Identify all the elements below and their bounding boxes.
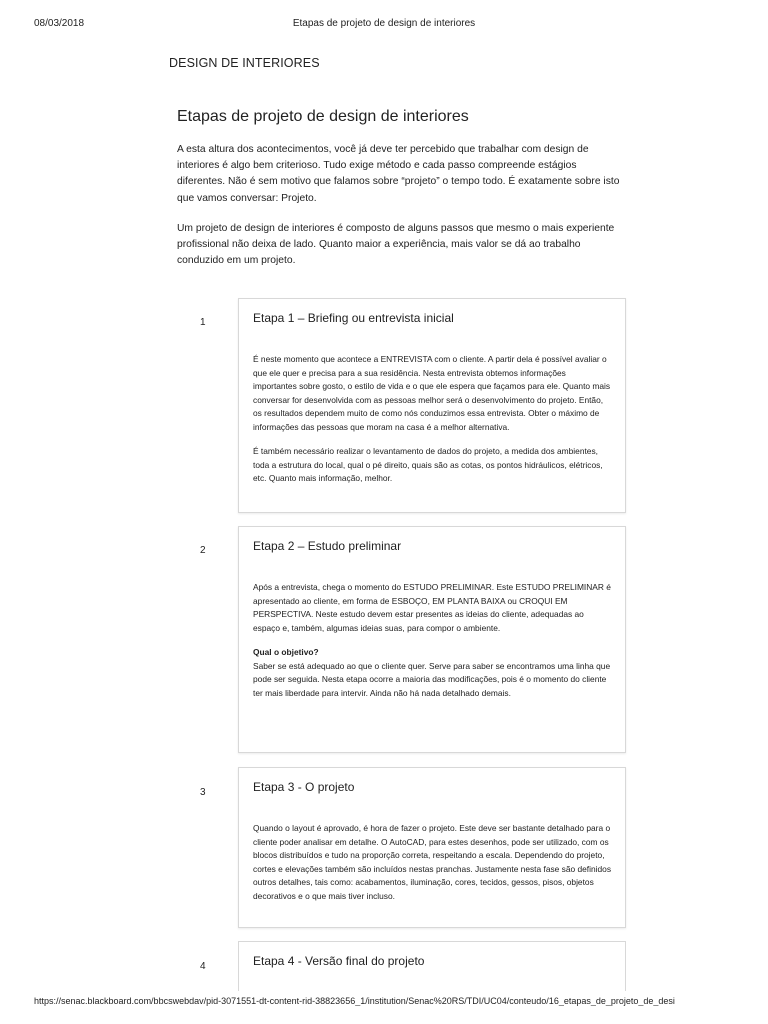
step-title: Etapa 1 – Briefing ou entrevista inicial [253,311,454,325]
step-card-4 [238,941,626,991]
step-subsection [253,646,611,700]
step-card-1 [238,298,626,513]
step-number: 3 [200,787,206,798]
intro-paragraph: A esta altura dos acontecimentos, você já deve ter percebido que trabalhar com design de interiores é algo bem criterioso. Tudo exige método e cada passo compreende estágios diferentes. Não é sem motivo que falamos sobre “projeto” o tempo todo. É exatamente sobre isto que vamos conversar: Projeto. [177,144,620,204]
article [177,108,627,283]
step-paragraph: É também necessário realizar o levantamento de dados do projeto, a medida dos ambientes, toda a estrutura do local, qual o pé direito, quais são as cotas, os pontos hidráulicos, elétricos, etc. Quanto mais informação, melhor. [253,446,603,483]
print-header-title: Etapas de projeto de design de interiores [292,18,476,29]
step-title: Etapa 2 – Estudo preliminar [253,539,402,553]
step-subheading: Qual o objetivo? [253,647,319,657]
step-number: 2 [200,545,206,556]
step-title: Etapa 4 - Versão final do projeto [253,954,425,968]
article-intro [177,142,627,269]
step-paragraph: Após a entrevista, chega o momento do ESTUDO PRELIMINAR. Este ESTUDO PRELIMINAR é apresentado ao cliente, em forma de ESBOÇO, EM PLANTA BAIXA ou CROQUI EM PERSPECTIVA. Neste estudo devem estar presentes as ideias do cliente, adequadas ao espaço e, também, algumas ideias suas, para compor o ambiente. [253,582,611,633]
step-paragraph: É neste momento que acontece a ENTREVISTA com o cliente. A partir dela é possível avaliar o que ele quer e precisa para a sua residência. Nesta entrevista obtemos informações importantes sobre gosto, o estilo de vida e o que ele espera que façamos para ele. Quanto mais conversar for desenvolvida com as pessoas melhor será o desenvolvimento do projeto. Então, os resultados dependem muito de como nós conduzimos essa entrevista. Obter o máximo de informações das pessoas que moram na casa é a melhor alternativa. [253,354,611,432]
step-body [253,822,611,903]
step-paragraph: Quando o layout é aprovado, é hora de fazer o projeto. Este deve ser bastante detalhado para o cliente poder analisar em detalhe. O AutoCAD, para estes desenhos, pode ser utilizado, com os blocos distribuídos e tudo na proporção correta, respeitando a escala. Dependendo do projeto, cortes e elevações também são incluídos nestas pranchas. Justamente nesta fase são definidos outros detalhes, tais como: acabamentos, iluminação, cores, tecidos, gessos, pisos, objetos decorativos e o que mais tiver incluso. [253,823,612,901]
step-sub-paragraph: Saber se está adequado ao que o cliente quer. Serve para saber se encontramos uma linha que pode ser seguida. Nesta etapa ocorre a maioria das modificações, pois é o momento do cliente ter mais liberdade para intervir. Ainda não há nada detalhado demais. [253,660,611,698]
print-date: 08/03/2018 [34,18,85,29]
step-number: 1 [200,317,206,328]
step-card-3 [238,767,626,928]
step-number: 4 [200,961,206,972]
page-title: Etapas de projeto de design de interiores [177,108,469,125]
print-url: https://senac.blackboard.com/bbcswebdav/pid-3071551-dt-content-rid-38823656_1/institution/Senac%20RS/TDI/UC04/conteudo/16_etapas_de_projeto_de_desi [34,996,675,1006]
step-card-2 [238,526,626,753]
course-heading: DESIGN DE INTERIORES [169,56,320,70]
step-body [253,581,611,700]
step-body [253,353,611,486]
step-title: Etapa 3 - O projeto [253,780,355,794]
intro-paragraph: Um projeto de design de interiores é composto de alguns passos que mesmo o mais experiente profissional não deixa de lado. Quanto maior a experiência, mais valor se dá ao trabalho conduzido em um projeto. [177,222,615,267]
